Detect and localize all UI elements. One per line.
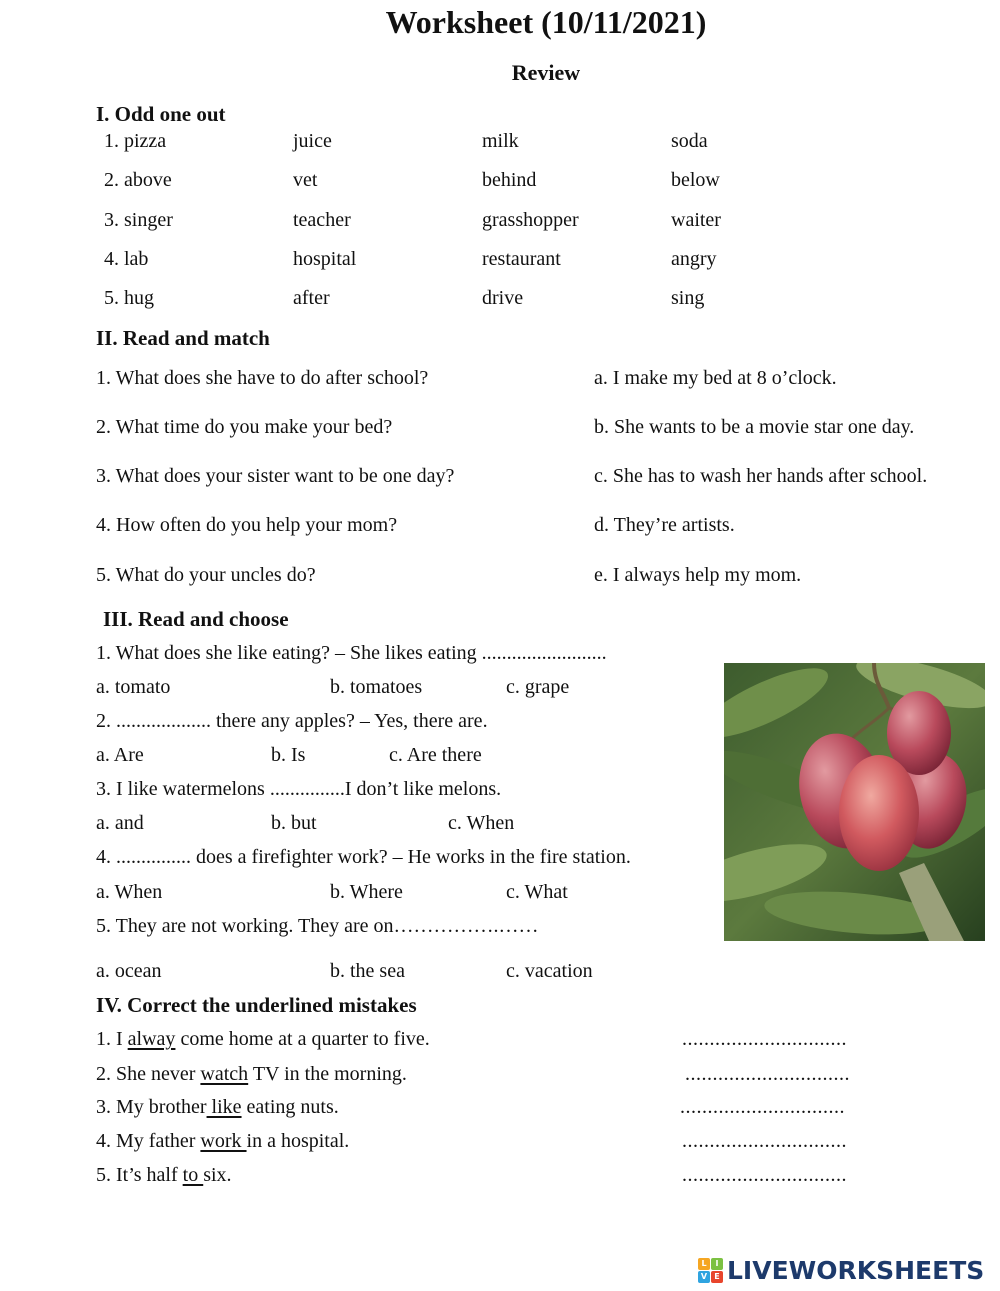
choose-option: b. tomatoes (330, 676, 423, 698)
section3-heading: III. Read and choose (103, 607, 289, 631)
underlined-mistake: work (200, 1130, 247, 1152)
choose-question: 4. ............... does a firefighter work? – He works in the fire station. (96, 846, 631, 868)
underlined-mistake: alway (127, 1028, 176, 1050)
sentence-start: 1. I (96, 1028, 128, 1050)
answer-blank[interactable]: .............................. (680, 1096, 845, 1118)
match-answer: d. They’re artists. (594, 514, 735, 536)
liveworksheets-logo (698, 1255, 984, 1285)
odd-word: below (671, 169, 720, 191)
choose-question: 3. I like watermelons ...............I don’t like melons. (96, 778, 502, 800)
underlined-mistake: to (182, 1164, 204, 1186)
sentence-end: TV in the morning. (248, 1063, 407, 1085)
odd-word: teacher (293, 209, 351, 231)
sentence-end: eating nuts. (241, 1096, 339, 1118)
choose-option: c. vacation (506, 960, 593, 982)
answer-blank[interactable]: .............................. (682, 1164, 847, 1186)
match-question: 2. What time do you make your bed? (96, 416, 393, 438)
odd-word: juice (293, 130, 332, 152)
section1-heading: I. Odd one out (96, 102, 226, 126)
answer-blank[interactable]: .............................. (682, 1028, 847, 1050)
match-answer: e. I always help my mom. (594, 564, 802, 586)
underlined-mistake: watch (200, 1063, 249, 1085)
choose-option: c. When (448, 812, 515, 834)
mistake-sentence (96, 1029, 430, 1049)
mango-photo (724, 663, 985, 941)
odd-word: 2. above (104, 169, 172, 191)
odd-word: 3. singer (104, 209, 173, 231)
odd-word: restaurant (482, 248, 561, 270)
choose-option: a. ocean (96, 960, 162, 982)
odd-word: after (293, 287, 330, 309)
worksheet-title: Worksheet (10/11/2021) (385, 4, 707, 40)
odd-word: sing (671, 287, 705, 309)
choose-question: 1. What does she like eating? – She likes eating ......................... (96, 642, 607, 664)
sentence-start: 5. It’s half (96, 1164, 183, 1186)
logo-block: V (698, 1271, 710, 1283)
odd-word: behind (482, 169, 537, 191)
choose-option: a. Are (96, 744, 144, 766)
match-answer: b. She wants to be a movie star one day. (594, 416, 915, 438)
match-question: 4. How often do you help your mom? (96, 514, 398, 536)
choose-question: 5. They are not working. They are on…………….…… (96, 915, 539, 937)
match-question: 3. What does your sister want to be one day? (96, 465, 455, 487)
choose-option: b. the sea (330, 960, 405, 982)
choose-option: c. What (506, 881, 568, 903)
choose-option: a. When (96, 881, 163, 903)
choose-option: c. Are there (389, 744, 482, 766)
match-question: 5. What do your uncles do? (96, 564, 316, 586)
match-answer: a. I make my bed at 8 o’clock. (594, 367, 837, 389)
sentence-end: in a hospital. (246, 1130, 350, 1152)
odd-word: milk (482, 130, 519, 152)
sentence-start: 2. She never (96, 1063, 201, 1085)
sentence-end: six. (203, 1164, 232, 1186)
choose-option: b. Is (271, 744, 306, 766)
logo-block: E (711, 1271, 723, 1283)
choose-option: b. Where (330, 881, 403, 903)
odd-word: waiter (671, 209, 721, 231)
section2-heading: II. Read and match (96, 326, 270, 350)
sentence-start: 3. My brother (96, 1096, 207, 1118)
choose-question: 2. ................... there any apples? – Yes, there are. (96, 710, 488, 732)
answer-blank[interactable]: .............................. (682, 1130, 847, 1152)
choose-option: a. and (96, 812, 144, 834)
mistake-sentence (96, 1064, 407, 1084)
sentence-end: come home at a quarter to five. (175, 1028, 430, 1050)
odd-word: angry (671, 248, 717, 270)
logo-text: LIVEWORKSHEETS (727, 1255, 985, 1285)
mistake-sentence (96, 1131, 349, 1151)
mistake-sentence (96, 1097, 339, 1117)
choose-option: c. grape (506, 676, 570, 698)
logo-block: I (711, 1258, 723, 1270)
logo-block: L (698, 1258, 710, 1270)
odd-word: vet (293, 169, 318, 191)
logo-blocks-icon (698, 1258, 723, 1283)
match-question: 1. What does she have to do after school? (96, 367, 429, 389)
choose-option: b. but (271, 812, 317, 834)
sentence-start: 4. My father (96, 1130, 201, 1152)
odd-word: 1. pizza (104, 130, 167, 152)
match-answer: c. She has to wash her hands after school. (594, 465, 928, 487)
answer-blank[interactable]: .............................. (685, 1063, 850, 1085)
underlined-mistake: like (206, 1096, 242, 1118)
odd-word: hospital (293, 248, 357, 270)
odd-word: 4. lab (104, 248, 149, 270)
odd-word: drive (482, 287, 524, 309)
odd-word: grasshopper (482, 209, 579, 231)
section4-heading: IV. Correct the underlined mistakes (96, 993, 417, 1017)
choose-option: a. tomato (96, 676, 171, 698)
worksheet-subtitle: Review (511, 60, 581, 85)
mistake-sentence (96, 1165, 232, 1185)
odd-word: 5. hug (104, 287, 154, 309)
odd-word: soda (671, 130, 708, 152)
